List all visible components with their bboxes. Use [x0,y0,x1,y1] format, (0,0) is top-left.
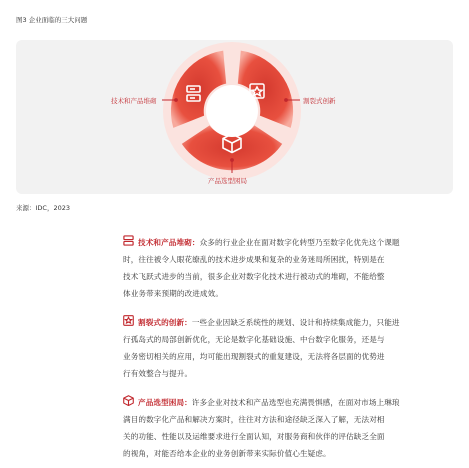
problem-text-line: 时，往往被令人眼花缭乱的技术进步成果和复杂的业务迷局所困扰，特别是在 [123,255,385,264]
cube-icon [123,395,134,406]
label-tech-stacking: 技术和产品堆砌 [111,97,157,105]
problem-text-line: 众多的行业企业在面对数字化转型乃至数字化优先这个课题 [199,238,400,247]
problem-item-product-selection [123,394,453,462]
problem-text-line: 业务密切相关的应用，均可能出现割裂式的重复建设，无法将各层面的优势进 [123,352,385,361]
label-fragmented-innovation: 割裂式创新 [303,97,336,105]
figure-title: 图3 企业面临的三大问题 [16,16,88,24]
problem-text-line: 的视角，对能否给本企业的业务创新带来实际价值心生疑虑。 [123,449,331,458]
problem-text-line: 体业务带来预期的改进成效。 [123,289,224,298]
problem-text-line: 一些企业因缺乏系统性的规划、设计和持续集成能力，只能进 [191,318,400,327]
problem-heading: 割裂式的创新： [138,318,192,327]
label-product-selection: 产品选型困局 [208,177,247,185]
problem-text-line: 许多企业对技术和产品选型也充满畏惧感，在面对市场上琳琅 [191,398,400,407]
problem-item-fragmented-innovation [123,314,453,382]
puzzle-icon [123,315,134,326]
problem-text-line: 满目的数字化产品和解决方案时，往往对方法和途径缺乏深入了解，无法对相 [123,415,385,424]
problem-text-line: 行有效整合与提升。 [123,369,193,378]
problem-heading: 技术和产品堆砌： [138,238,200,247]
problem-item-tech-stacking [123,234,453,302]
problem-text-line: 关的功能、性能以及运维要求进行全面认知，对服务商和伙伴的评估缺乏全面 [123,432,385,441]
problem-text-line: 技术飞跃式进步的当前，很多企业对数字化技术进行被动式的堆砌，不能给整 [123,272,385,281]
problem-line [123,394,453,411]
problem-text-line: 行孤岛式的局部创新优化，无论是数字化基础设施、中台数字化服务，还是与 [123,335,385,344]
problem-line [123,314,453,331]
figure-source: 来源：IDC，2023 [16,204,71,212]
problem-heading: 产品选型困局： [138,398,192,407]
problem-line [123,234,453,251]
stack-icon [123,235,134,246]
